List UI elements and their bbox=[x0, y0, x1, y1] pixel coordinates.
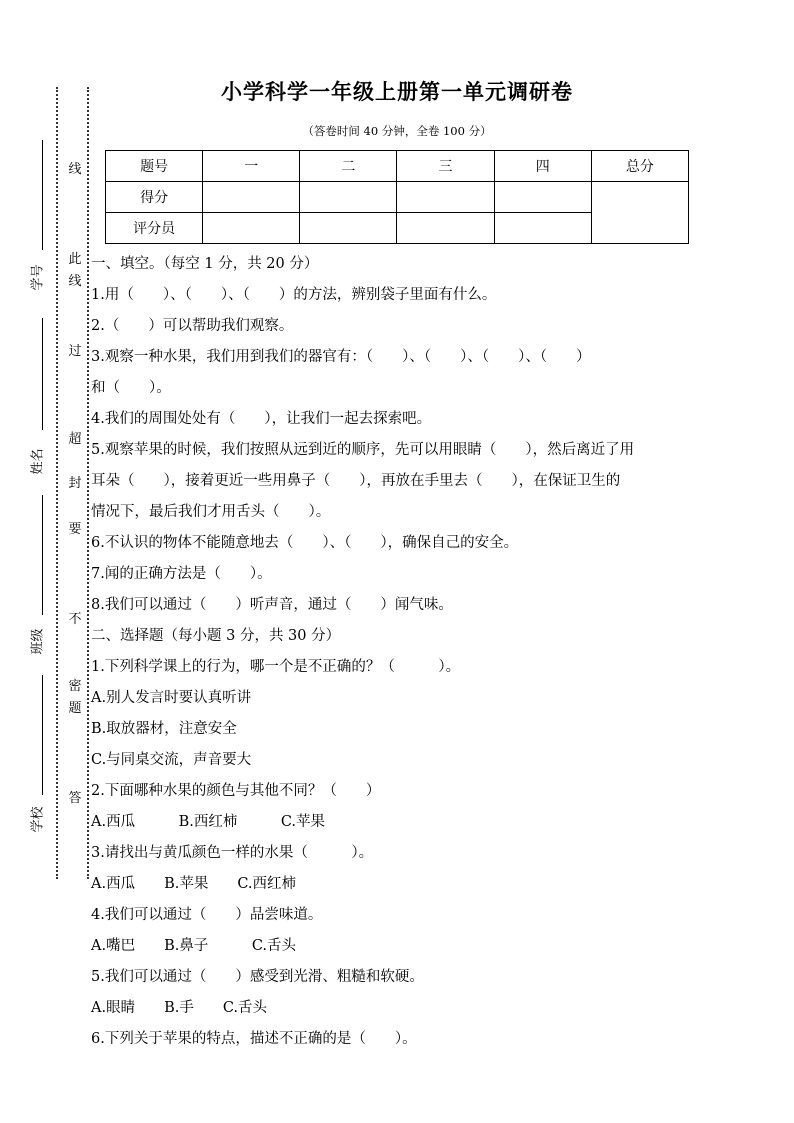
question-line: 5.我们可以通过（ ）感受到光滑、粗糙和软硬。 bbox=[91, 969, 424, 985]
option-line: A.西瓜 B.西红柿 C.苹果 bbox=[91, 814, 326, 830]
seal-char: 过 bbox=[68, 344, 82, 359]
page-subtitle: （答卷时间 40 分钟，全卷 100 分） bbox=[302, 124, 492, 138]
score-cell[interactable] bbox=[494, 182, 591, 213]
field-line-school bbox=[42, 675, 43, 795]
seal-char: 答 bbox=[68, 791, 82, 806]
binding-dotted-line-outer bbox=[56, 87, 58, 879]
score-table-header: 二 bbox=[300, 151, 397, 182]
question-line: 1.用（ ）、（ ）、（ ）的方法，辨别袋子里面有什么。 bbox=[91, 287, 497, 303]
total-score-cell[interactable] bbox=[591, 182, 688, 244]
score-table-header-row bbox=[106, 151, 689, 182]
seal-char: 密 bbox=[68, 679, 82, 694]
question-line: 和（ ）。 bbox=[91, 380, 171, 396]
option-line: A.别人发言时要认真听讲 bbox=[91, 690, 252, 706]
binding-dotted-line-inner bbox=[87, 87, 89, 879]
grader-cell[interactable] bbox=[300, 213, 397, 244]
question-line: 耳朵（ ），接着更近一些用鼻子（ ），再放在手里去（ ），在保证卫生的 bbox=[91, 473, 621, 489]
score-row-label: 得分 bbox=[106, 182, 203, 213]
question-line: 1.下列科学课上的行为，哪一个是不正确的？（ ）。 bbox=[91, 659, 461, 675]
section-heading: 一、填空。（每空 1 分，共 20 分） bbox=[91, 256, 319, 272]
score-cell[interactable] bbox=[203, 182, 300, 213]
question-line: 2.（ ）可以帮助我们观察。 bbox=[91, 318, 294, 334]
question-line: 2.下面哪种水果的颜色与其他不同？（ ） bbox=[91, 783, 381, 799]
seal-char: 此 bbox=[68, 252, 82, 267]
option-line: A.嘴巴 B.鼻子 C.舌头 bbox=[91, 938, 297, 954]
option-line: A.眼睛 B.手 C.舌头 bbox=[91, 1000, 268, 1016]
score-row-label: 评分员 bbox=[106, 213, 203, 244]
question-line: 7.闻的正确方法是（ ）。 bbox=[91, 566, 272, 582]
question-line: 3.观察一种水果，我们用到我们的器官有：（ ）、（ ）、（ ）、（ ） bbox=[91, 349, 591, 365]
field-line-class bbox=[42, 495, 43, 615]
field-line-student-id bbox=[42, 140, 43, 250]
field-label-student-id: 学号 bbox=[30, 264, 46, 291]
score-table-header: 四 bbox=[494, 151, 591, 182]
field-label-class: 班级 bbox=[30, 628, 46, 655]
seal-char: 超 bbox=[68, 432, 82, 447]
seal-char: 题 bbox=[68, 701, 82, 716]
option-line: C.与同桌交流，声音要大 bbox=[91, 752, 252, 768]
question-line: 6.下列关于苹果的特点，描述不正确的是（ ）。 bbox=[91, 1031, 417, 1047]
page-title: 小学科学一年级上册第一单元调研卷 bbox=[221, 80, 573, 104]
score-table-header: 三 bbox=[397, 151, 494, 182]
option-line: B.取放器材，注意安全 bbox=[91, 721, 237, 737]
option-line: A.西瓜 B.苹果 C.西红柿 bbox=[91, 876, 297, 892]
question-line: 4.我们的周围处处有（ ），让我们一起去探索吧。 bbox=[91, 411, 432, 427]
score-cell[interactable] bbox=[397, 182, 494, 213]
question-line: 6.不认识的物体不能随意地去（ ）、（ ），确保自己的安全。 bbox=[91, 535, 519, 551]
score-table-row bbox=[106, 182, 689, 213]
question-line: 5.观察苹果的时候，我们按照从远到近的顺序，先可以用眼睛（ ），然后离近了用 bbox=[91, 442, 635, 458]
section-heading: 二、选择题（每小题 3 分，共 30 分） bbox=[91, 628, 341, 644]
question-line: 8.我们可以通过（ ）听声音，通过（ ）闻气味。 bbox=[91, 597, 453, 613]
grader-cell[interactable] bbox=[397, 213, 494, 244]
field-label-name: 姓名 bbox=[30, 448, 46, 475]
question-line: 3.请找出与黄瓜颜色一样的水果（ ）。 bbox=[91, 845, 374, 861]
seal-char: 线 bbox=[68, 162, 82, 177]
score-cell[interactable] bbox=[300, 182, 397, 213]
grader-cell[interactable] bbox=[203, 213, 300, 244]
seal-char: 封 bbox=[68, 476, 82, 491]
seal-char: 不 bbox=[68, 612, 82, 627]
field-label-school: 学校 bbox=[30, 806, 46, 833]
score-table-header: 一 bbox=[203, 151, 300, 182]
field-line-name bbox=[42, 318, 43, 430]
question-line: 情况下，最后我们才用舌头（ ）。 bbox=[91, 504, 331, 520]
seal-char: 线 bbox=[68, 274, 82, 289]
seal-char: 要 bbox=[68, 522, 82, 537]
question-line: 4.我们可以通过（ ）品尝味道。 bbox=[91, 907, 323, 923]
score-table bbox=[105, 150, 689, 244]
score-table-header: 题号 bbox=[106, 151, 203, 182]
score-table-header: 总分 bbox=[591, 151, 688, 182]
grader-cell[interactable] bbox=[494, 213, 591, 244]
